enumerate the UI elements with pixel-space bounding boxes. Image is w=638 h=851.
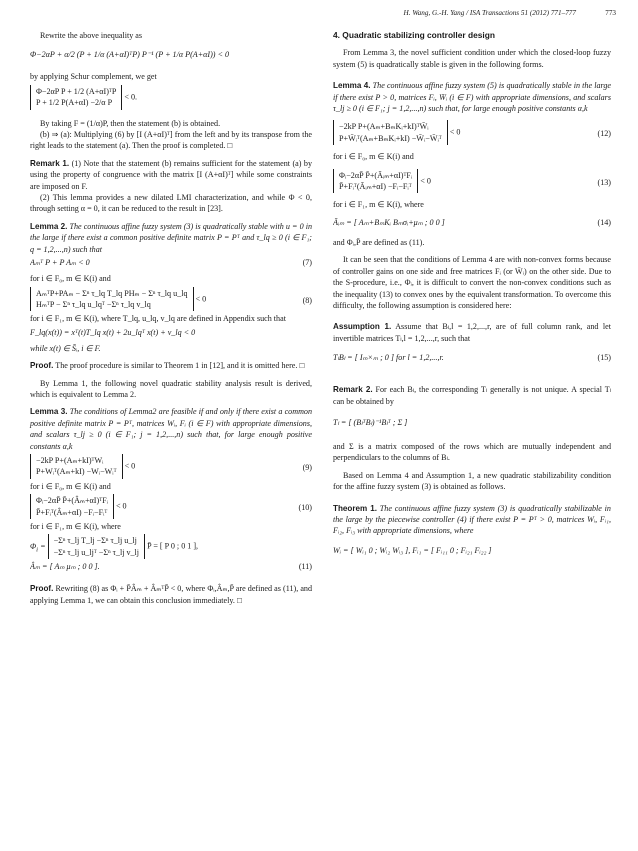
lemma-heading: Lemma 4.: [333, 81, 371, 91]
equation: [333, 545, 611, 559]
theorem-heading: Theorem 1.: [333, 503, 377, 513]
equation-number: (13): [597, 177, 611, 187]
paragraph: By Lemma 1, the following novel quadratic stability analysis result is derived, which is equivalent to Lemma 2.: [30, 378, 312, 399]
lemma-text: The continuous affine fuzzy system (5) is quadratically stable in the large if there exist P > 0, matrices Fᵢ, W̄ᵢ (i ∈ F) with appropriate dimensions, and scalars τ_lj ≥ 0 (i ∈ F₁; j = 1,2,...,n) such that, for large enough positive constants α,k: [333, 81, 612, 114]
remark-text: (1) Note that the statement (b) remains sufficient for the statement (a) by using the property of congruence with the matrix [I (A+αI)ᵀ] while some constraints are imposed on F.: [30, 158, 312, 191]
matrix: [30, 85, 122, 110]
text-line: and Φᵢ,P̄ are defined as (11).: [333, 237, 425, 247]
matrix: [48, 534, 145, 559]
equation-text: Wᵢ = [ Wᵢ₁ 0 ; Wᵢ₂ Wᵢ₃ ], Fᵢ₁ = [ Fᵢ₁₁ 0 ; Fᵢ₂₁ Fᵢ₂₂ ]: [333, 545, 492, 555]
matrix-equation: [30, 85, 312, 110]
proof-text: The proof procedure is similar to Theorem 1 in [12], and it is omitted here. □: [53, 361, 305, 371]
equation: [333, 417, 611, 431]
matrix-row: Φᵢ−2αP̄ P̄+(Āᵢₘ+αI)ᵀFᵢ: [339, 170, 413, 180]
matrix-row: P+W̄ᵢᵀ(Aₘ+BₘKᵢ+kI) −W̄ᵢ−W̄ᵢᵀ: [339, 133, 442, 143]
proof-heading: Proof.: [30, 361, 54, 371]
equation-number: (8): [302, 295, 312, 305]
paragraph: It can be seen that the conditions of Lemma 4 are with non-convex forms because of controller gains on one side and free matrices Fᵢ (or W̄ᵢ) on the other side. Due to the S-procedure, i.e., Φᵢ, it is difficult to convert the non-convex conditions such as the inequality (13) to convex ones by the equivalent transformation. To overcome this difficulty, the following assumption is considered here:: [333, 255, 611, 310]
paragraph: (b) ⇒ (a): Multiplying (6) by [I (A+αI)ᵀ] from the left and by its transpose from the right leads to the statement (a). Then the proof is completed. □: [30, 130, 312, 151]
matrix: [30, 454, 123, 479]
matrix-equation: [30, 494, 312, 519]
paragraph: and Σ is a matrix composed of the rows which are mutually independent and perpendiculars to the columns of Bₗ.: [333, 441, 611, 463]
matrix-row: −Σⁿ τ_lj T_lj −Σⁿ τ_lj u_lj: [53, 536, 137, 546]
equation: [30, 257, 312, 271]
text-line: by applying Schur complement, we get: [30, 72, 157, 82]
equation-number: (7): [302, 258, 312, 268]
matrix-row: Φᵢ−2αP̄ P̄+(Âₘ+αI)ᵀFᵢ: [36, 496, 108, 506]
equation-text: F_lq(x(t)) = xᵀ(t)T_lq x(t) + 2u_lqᵀ x(t) + v_lq < 0: [30, 327, 196, 337]
assumption-heading: Assumption 1.: [333, 322, 392, 332]
running-header: [0, 9, 638, 23]
text-line: for i ∈ F₁, m ∈ K(i), where: [30, 522, 121, 531]
proof-heading: Proof.: [30, 584, 54, 594]
equation: [30, 327, 312, 341]
section-heading: 4. Quadratic stabilizing controller design: [333, 30, 495, 40]
proof-text: Rewriting (8) as Φᵢ + P̄Âₘ + ÂₘᵀP̄ < 0, where Φᵢ,Âₘ,P̄ are defined as (11), and applying Lemma 1, we can obtain this conclusion immediately. □: [30, 584, 312, 605]
text-line: for i ∈ F₀, m ∈ K(i) and: [30, 481, 111, 491]
matrix-row: P̄+Fᵢᵀ(Āᵢₘ+αI) −Fᵢ−Fᵢᵀ: [339, 182, 412, 192]
equation-text: TₗBₗ = [ Iₘ×ₘ ; 0 ] for l = 1,2,...,r.: [333, 353, 444, 363]
remark-heading: Remark 1.: [30, 158, 70, 168]
left-column: [30, 30, 312, 606]
paragraph: (2) This lemma provides a new dilated LMI characterization, and while Φ < 0, through setting α = 0, it can be reduced to the result in [23].: [30, 193, 312, 214]
matrix: [333, 120, 448, 145]
remark-2: [333, 384, 611, 407]
matrix-row: AₘᵀP+PAₘ − Σⁿ τ_lq T_lq PHₘ − Σⁿ τ_lq u_lq: [36, 288, 188, 298]
equation-number: (14): [597, 217, 611, 227]
matrix-row: HₘᵀP − Σⁿ τ_lq u_lqᵀ −Σⁿ τ_lq v_lq: [36, 299, 151, 309]
lemma-text: The conditions of Lemma2 are feasible if and only if there exist a common positive definite matrix P = Pᵀ, matrices Wᵢ, Fᵢ (i ∈ F) with appropriate dimensions, and scalars τ_lj ≥ 0 (i ∈ F₁; j = 1,2,...,n) such that, for large enough positive constants α,k: [30, 407, 313, 451]
matrix: [30, 494, 114, 519]
matrix-tail: < 0: [115, 501, 127, 511]
equation: [30, 49, 312, 63]
equation-number: (9): [302, 462, 312, 472]
matrix-equation: [333, 120, 611, 145]
assumption-1: [333, 321, 611, 344]
matrix-row: −2kP P+(Aₘ+kI)ᵀWᵢ: [36, 455, 104, 465]
text-line: for i ∈ F₀, m ∈ K(i) and: [333, 152, 414, 162]
matrix-equation: [30, 287, 312, 312]
matrix-row: Φ−2αP P + 1/2 (A+αI)ᵀP: [36, 86, 117, 96]
theorem-1: [333, 503, 611, 537]
remark-1: [30, 158, 312, 192]
matrix-row: P + 1/2 P(A+αI) −2/α P: [36, 98, 113, 108]
text-line: Rewrite the above inequality as: [40, 31, 143, 40]
theorem-text: The continuous affine fuzzy system (3) is quadratically stabilizable in the large by the piecewise controller (4) if there exist P = Pᵀ > 0, matrices Wᵢ, Fᵢ₁, Fᵢ₂, Fᵢ₃ with appropriate dimensions, where: [333, 503, 611, 536]
paragraph: Based on Lemma 4 and Assumption 1, a new quadratic stabilizability condition for the affine fuzzy system (3) is obtained as follows.: [333, 470, 611, 492]
lemma-text: The continuous affine fuzzy system (3) is quadratically stable with u = 0 in the large if there exist a common positive definite matrix P = Pᵀ and τ_lq ≥ 0 (i ∈ F₁; q = 1,2,...,n) such that: [30, 221, 312, 254]
matrix: [333, 169, 418, 194]
matrix-tail: < 0: [420, 175, 431, 185]
remark-heading: Remark 2.: [333, 385, 373, 395]
matrix-row: P̄+Fᵢᵀ(Âₘ+αI) −Fᵢ−Fᵢᵀ: [36, 507, 108, 517]
text-line: for i ∈ F₀, m ∈ K(i) and: [30, 274, 111, 284]
matrix-tail: < 0: [124, 461, 136, 471]
equation: [333, 352, 611, 366]
equation-number: (15): [597, 353, 611, 363]
equation-number: (10): [298, 503, 312, 513]
matrix-row: −2kP P+(Aₘ+BₘKᵢ+kI)ᵀW̄ᵢ: [339, 122, 429, 132]
text-line: for i ∈ F₁, m ∈ K(i), where: [333, 200, 424, 210]
proof-2: [30, 583, 312, 606]
lemma-3: [30, 406, 312, 452]
equation: [30, 561, 312, 575]
matrix-row: P+Wᵢᵀ(Aₘ+kI) −Wᵢ−Wᵢᵀ: [36, 467, 117, 477]
lemma-4: [333, 80, 611, 114]
matrix-equation: $\Phi_i$ = −Σⁿ τ_lj T_lj −Σⁿ τ_lj u_lj −Σⁿ τ_lj u_ljᵀ −Σⁿ τ_lj v_lj P̄ = [ P 0 ; 0 1 ],: [30, 534, 312, 559]
lemma-2: [30, 221, 312, 255]
matrix-tail: < 0: [195, 293, 207, 303]
equation-text: Âₘ = [ Aₘ μₘ ; 0 0 ].: [30, 562, 100, 572]
right-column: [333, 30, 611, 567]
equation-text: Aₘᵀ P + P Aₘ < 0: [30, 258, 90, 268]
equation-number: (12): [597, 129, 611, 139]
page-number: 773: [605, 9, 616, 17]
text-line: while x(t) ∈ S̄ᵢ, i ∈ F.: [30, 343, 101, 353]
matrix-equation: [30, 454, 312, 479]
lemma-heading: Lemma 2.: [30, 221, 68, 231]
equation: [333, 217, 611, 231]
paragraph: By taking F = (1/α)P, then the statement (b) is obtained.: [40, 118, 221, 128]
running-header-authors: H. Wang, G.-H. Yang / ISA Transactions 51 (2012) 771–777: [403, 9, 576, 17]
text-line: for i ∈ F₁, m ∈ K(i), where T_lq, u_lq, v_lq are defined in Appendix such that: [30, 314, 286, 324]
assumption-text: Assume that Bₗ,l = 1,2,...,r, are of full column rank, and let invertible matrices Tₗ,l = 1,2,...,r, such that: [333, 322, 612, 343]
equation-text: Tₗ = [ (BₗᵀBₗ)⁻¹Bₗᵀ ; Σ ]: [333, 417, 408, 427]
proof-1: [30, 360, 312, 371]
equation-text: Āᵢₘ = [ Aₘ+BₘKᵢ Bₘσᵢ+μₘ ; 0 0 ]: [333, 217, 445, 227]
equation-text: Φ−2αP + α/2 (P + 1/α (A+αI)ᵀP) P⁻¹ (P + 1/α P(A+αI)) < 0: [30, 50, 230, 60]
remark-text: For each Bₗ, the corresponding Tₗ generally is not unique. A special Tₗ can be obtained by: [333, 385, 611, 406]
equation-number: (11): [298, 562, 312, 572]
lemma-heading: Lemma 3.: [30, 407, 68, 417]
paragraph: From Lemma 3, the novel sufficient condition under which the closed-loop fuzzy system (5) is quadratically stable is given in the following forms.: [333, 48, 611, 69]
matrix-equation: [333, 169, 611, 194]
pbar-definition: P̄ = [ P 0 ; 0 1 ],: [147, 541, 199, 551]
matrix-tail: < 0: [449, 127, 461, 137]
matrix-tail: < 0.: [124, 92, 138, 102]
matrix: [30, 287, 194, 312]
matrix-row: −Σⁿ τ_lj u_ljᵀ −Σⁿ τ_lj v_lj: [53, 547, 140, 557]
